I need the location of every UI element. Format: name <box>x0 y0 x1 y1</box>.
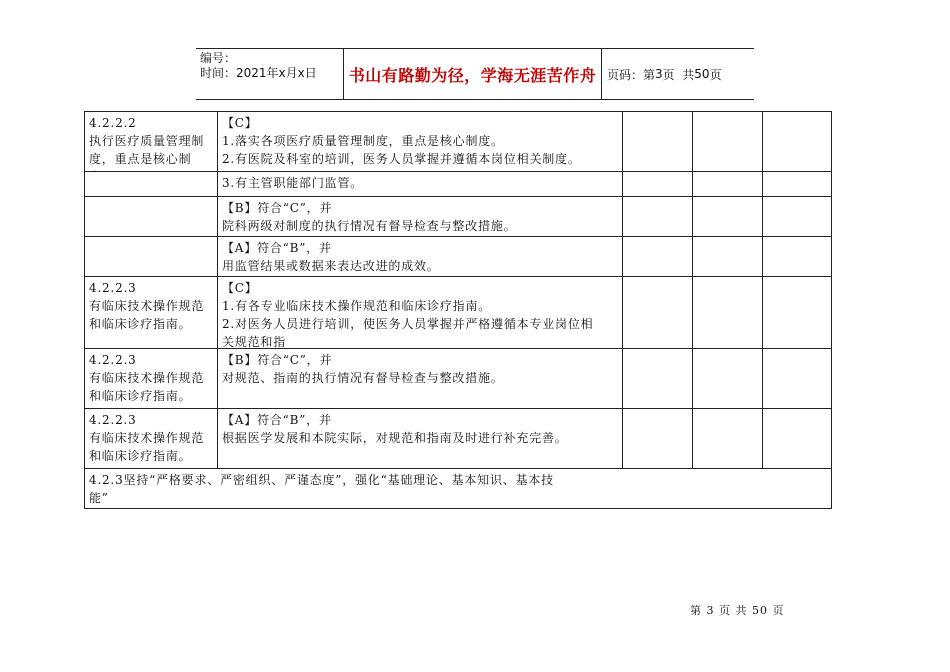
content-cell <box>218 172 623 197</box>
text-line: 2.对医务人员进行培训，使医务人员掌握并严格遵循本专业岗位相 <box>222 317 594 331</box>
text-line: 执行医疗质量管理制 <box>89 134 205 148</box>
text-line: 4.2.2.3 <box>89 413 137 427</box>
item-cell <box>85 409 218 469</box>
table-row-full <box>85 469 832 509</box>
header-page-info <box>607 49 722 99</box>
content-text <box>222 351 619 408</box>
item-cell <box>85 349 218 409</box>
content-cell <box>218 277 623 349</box>
score-cell <box>693 409 763 469</box>
item-text <box>89 411 214 468</box>
content-text <box>222 199 619 236</box>
page-footer: 第 3 页 共 50 页 <box>690 604 785 617</box>
score-cell <box>693 197 763 237</box>
text-line: 【A】符合“B”，并 <box>222 241 332 255</box>
item-text <box>89 174 214 196</box>
item-cell <box>85 237 218 277</box>
text-line: 3.有主管职能部门监管。 <box>222 176 364 190</box>
score-cell <box>623 277 693 349</box>
text-line: 1.落实各项医疗质量管理制度，重点是核心制度。 <box>222 134 504 148</box>
score-cell <box>693 112 763 172</box>
table-row <box>85 349 832 409</box>
content-cell <box>218 197 623 237</box>
score-cell <box>693 237 763 277</box>
text-line: 用监管结果或数据来表达改进的成效。 <box>222 259 440 273</box>
item-cell <box>85 277 218 349</box>
content-cell <box>218 409 623 469</box>
text-line: 和临床诊疗指南。 <box>89 317 192 331</box>
table-row <box>85 277 832 349</box>
text-line: 4.2.3坚持“严格要求、严密组织、严谨态度”，强化“基础理论、基本知识、基本技 <box>89 473 554 487</box>
page-prefix: 页码：第 <box>607 67 656 82</box>
full-row-cell <box>85 469 623 509</box>
page-suffix: 页 <box>709 67 722 82</box>
time-label: 时间：2021年x月x日 <box>200 66 317 80</box>
item-cell <box>85 172 218 197</box>
item-cell <box>85 197 218 237</box>
content-cell <box>218 112 623 172</box>
content-cell <box>218 349 623 409</box>
score-cell <box>763 112 832 172</box>
item-text <box>89 279 214 348</box>
score-cell <box>763 237 832 277</box>
table-row <box>85 112 832 172</box>
page-mid: 页 共 <box>662 67 695 82</box>
score-cell <box>693 172 763 197</box>
content-text <box>222 239 619 276</box>
header-meta <box>200 51 340 81</box>
content-text <box>222 174 619 196</box>
item-text <box>89 114 214 171</box>
item-cell <box>85 112 218 172</box>
score-cell <box>763 409 832 469</box>
text-line: 和临床诊疗指南。 <box>89 449 192 463</box>
content-text <box>222 279 619 348</box>
text-line: 有临床技术操作规范 <box>89 431 205 445</box>
score-cell <box>763 197 832 237</box>
header-motto: 书山有路勤为径，学海无涯苦作舟 <box>343 49 602 99</box>
item-text <box>89 199 214 236</box>
text-line: 4.2.2.3 <box>89 353 137 367</box>
score-cell <box>623 112 693 172</box>
content-text <box>222 114 619 171</box>
text-line <box>89 507 620 508</box>
page-current: 3 <box>655 67 663 81</box>
item-text <box>89 239 214 276</box>
text-line: 【C】 <box>222 116 258 130</box>
content-cell <box>218 237 623 277</box>
score-cell <box>763 349 832 409</box>
score-cell <box>623 172 693 197</box>
text-line: 4.2.2.2 <box>89 116 137 130</box>
text-line: 2.有医院及科室的培训，医务人员掌握并遵循本岗位相关制度。 <box>222 152 581 166</box>
text-line: 根据医学发展和本院实际，对规范和指南及时进行补充完善。 <box>222 431 568 445</box>
score-cell <box>693 277 763 349</box>
score-cell <box>693 349 763 409</box>
text-line: 院科两级对制度的执行情况有督导检查与整改措施。 <box>222 219 517 233</box>
score-cell <box>623 409 693 469</box>
text-line: 1.有各专业临床技术操作规范和临床诊疗指南。 <box>222 299 492 313</box>
text-line: 【A】符合“B”，并 <box>222 413 332 427</box>
text-line: 4.2.2.3 <box>89 281 137 295</box>
text-line: 对规范、指南的执行情况有督导检查与整改措施。 <box>222 371 504 385</box>
score-cell <box>763 277 832 349</box>
table-row <box>85 237 832 277</box>
content-text <box>222 411 619 468</box>
standards-table <box>84 111 832 509</box>
page-total: 50 <box>694 67 710 81</box>
score-cell <box>623 197 693 237</box>
number-label: 编号： <box>200 51 237 65</box>
table-row <box>85 172 832 197</box>
full-row-text <box>89 471 620 508</box>
text-line: 【C】 <box>222 281 258 295</box>
table-row <box>85 409 832 469</box>
text-line: 【B】符合“C”，并 <box>222 353 333 367</box>
score-cell <box>623 237 693 277</box>
text-line: 关规范和指 <box>222 335 287 348</box>
text-line: 和临床诊疗指南。 <box>89 389 192 403</box>
full-row-blank <box>623 469 832 509</box>
text-line: 度，重点是核心制 <box>89 152 192 166</box>
text-line: 有临床技术操作规范 <box>89 371 205 385</box>
page-header <box>196 48 754 100</box>
score-cell <box>623 349 693 409</box>
text-line: 有临床技术操作规范 <box>89 299 205 313</box>
text-line: 【B】符合“C”，并 <box>222 201 333 215</box>
score-cell <box>763 172 832 197</box>
table-row <box>85 197 832 237</box>
text-line: 能” <box>89 491 109 505</box>
item-text <box>89 351 214 408</box>
